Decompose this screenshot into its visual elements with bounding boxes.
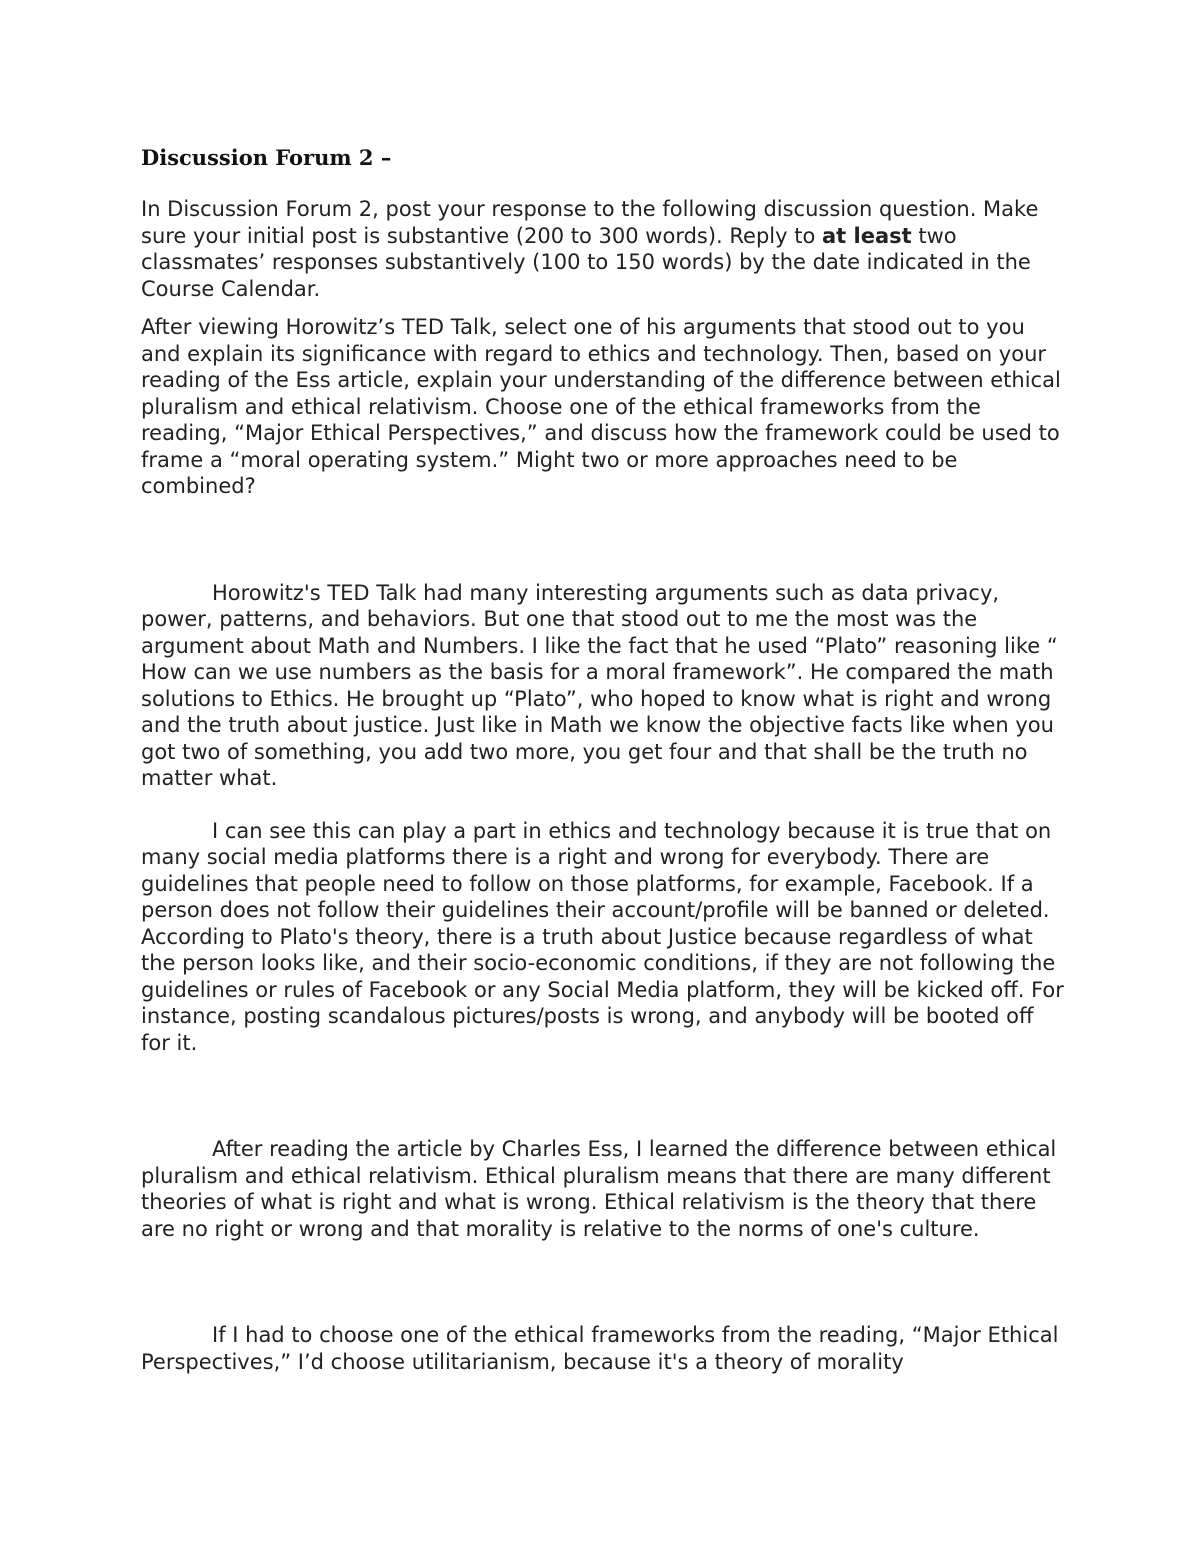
prompt-instructions-text: In Discussion Forum 2, post your response to the following discussion question. Make sure your initial post is substantive (200 to 300 words). Reply to	[141, 197, 1039, 248]
response-paragraph: If I had to choose one of the ethical frameworks from the reading, “Major Ethical Perspectives,” I’d choose utilitarianism, because it's a theory of morality	[141, 1323, 1059, 1374]
document-body	[141, 140, 1066, 1375]
prompt-emphasis: at least	[822, 223, 912, 248]
prompt-question: After viewing Horowitz’s TED Talk, select one of his arguments that stood out to you and explain its significance with regard to ethics and technology. Then, based on your reading of the Ess article, explain your understanding of the difference between ethical pluralism and ethical relativism. Choose one of the ethical frameworks from the reading, “Major Ethical Perspectives,” and discuss how the framework could be used to frame a “moral operating system.” Might two or more approaches need to be combined?	[141, 315, 1061, 498]
document-title: Discussion Forum 2 –	[141, 145, 392, 170]
response-paragraph: Horowitz's TED Talk had many interesting arguments such as data privacy, power, patterns, and behaviors. But one that stood out to me the most was the argument about Math and Numbers. I like the fact that he used “Plato” reasoning like “ How can we use numbers as the basis for a moral framework”. He compared the math solutions to Ethics. He brought up “Plato”, who hoped to know what is right and wrong and the truth about justice. Just like in Math we know the objective facts like when you got two of something, you add two more, you get four and that shall be the truth no matter what.	[141, 580, 1058, 790]
prompt-instructions-text-end: two classmates’ responses substantively (100 to 150 words) by the date indicated in the Course Calendar.	[141, 223, 1031, 301]
response-paragraph: I can see this can play a part in ethics and technology because it is true that on many social media platforms there is a right and wrong for everybody. There are guidelines that people need to follow on those platforms, for example, Facebook. If a person does not follow their guidelines their account/profile will be banned or deleted. According to Plato's theory, there is a truth about Justice because regardless of what the person looks like, and their socio-economic conditions, if they are not following the guidelines or rules of Facebook or any Social Media platform, they will be kicked off. For instance, posting scandalous pictures/posts is wrong, and anybody will be booted off for it.	[141, 818, 1064, 1055]
prompt-instructions	[141, 196, 1066, 302]
response-paragraph: After reading the article by Charles Ess, I learned the difference between ethical pluralism and ethical relativism. Ethical pluralism means that there are many different theories of what is right and what is wrong. Ethical relativism is the theory that there are no right or wrong and that morality is relative to the norms of one's culture.	[141, 1137, 1057, 1241]
